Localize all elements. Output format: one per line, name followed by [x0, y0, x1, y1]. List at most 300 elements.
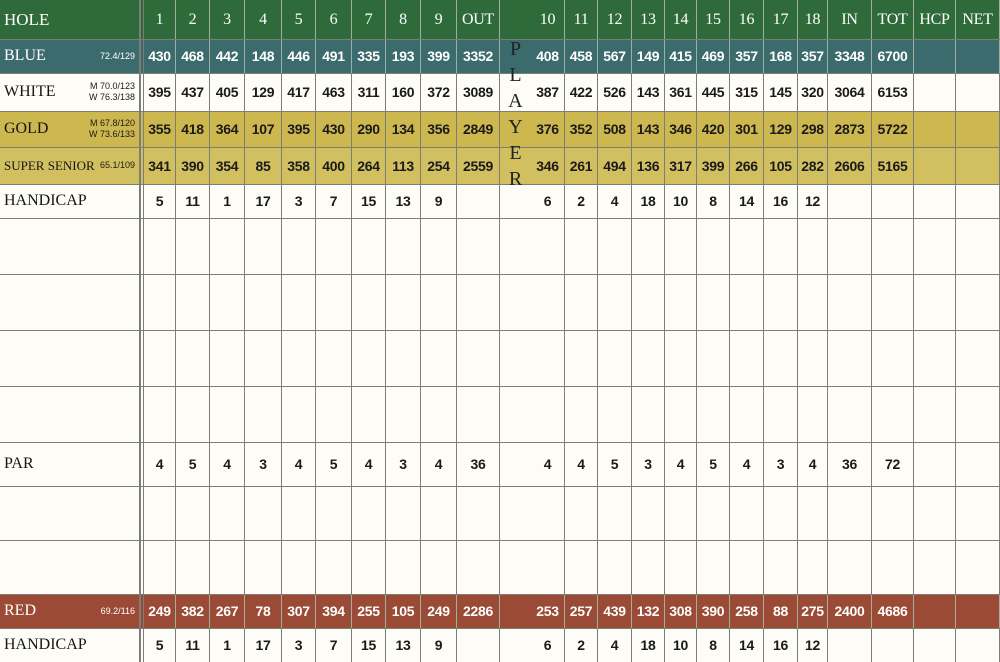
super_senior-front-7: 113 — [386, 147, 421, 184]
score-back-3[interactable] — [632, 274, 665, 330]
player-name-cell[interactable] — [0, 274, 140, 330]
red-back-8: 275 — [798, 594, 828, 628]
gold-back-6: 301 — [730, 111, 764, 147]
red-back-9: 2400 — [828, 594, 872, 628]
player-score-row — [0, 218, 1000, 274]
score-back-12[interactable] — [956, 386, 1000, 442]
row-label-cell — [0, 628, 140, 662]
red-back-4: 308 — [665, 594, 697, 628]
gold-back-5: 420 — [697, 111, 730, 147]
score-back-8[interactable] — [798, 274, 828, 330]
blue-front-0: 430 — [144, 39, 176, 73]
score-back-8[interactable] — [798, 218, 828, 274]
score-front-8[interactable] — [421, 486, 457, 540]
handicap-bottom-front-2: 1 — [210, 628, 245, 662]
row-label-cell — [0, 111, 140, 147]
par-back-11 — [914, 442, 956, 486]
rating-line: M 70.0/123 — [89, 81, 135, 91]
par-back-2: 5 — [598, 442, 632, 486]
par-front-3: 3 — [245, 442, 282, 486]
handicap-bottom-back-5: 8 — [697, 628, 730, 662]
score-front-9[interactable] — [457, 330, 500, 386]
score-front-2[interactable] — [210, 330, 245, 386]
score-back-2[interactable] — [598, 274, 632, 330]
score-front-5[interactable] — [316, 540, 352, 594]
super_senior-front-0: 341 — [144, 147, 176, 184]
par-back-7: 3 — [764, 442, 798, 486]
grid-line — [0, 594, 1000, 595]
score-back-6[interactable] — [730, 386, 764, 442]
course-rating-slope — [89, 73, 135, 111]
handicap-bottom-back-10 — [872, 628, 914, 662]
handicap-bottom-back-7: 16 — [764, 628, 798, 662]
score-back-3[interactable] — [632, 386, 665, 442]
par-back-9: 36 — [828, 442, 872, 486]
score-back-0[interactable] — [531, 274, 565, 330]
white-back-12 — [956, 73, 1000, 111]
row-label: BLUE — [4, 47, 46, 64]
red-front-0: 249 — [144, 594, 176, 628]
score-back-5[interactable] — [697, 218, 730, 274]
grid-line — [0, 628, 1000, 629]
par-back-1: 4 — [565, 442, 598, 486]
player-name-cell[interactable] — [0, 540, 140, 594]
hole-number-back-9: IN — [828, 0, 872, 39]
rating-line: 65.1/109 — [99, 160, 135, 170]
score-front-8[interactable] — [421, 218, 457, 274]
blue-front-9: 3352 — [457, 39, 500, 73]
handicap_1-front-0: 5 — [144, 184, 176, 218]
score-front-1[interactable] — [176, 386, 210, 442]
white-front-9: 3089 — [457, 73, 500, 111]
course-rating-slope — [100, 39, 135, 73]
hole-number-front-1: 2 — [176, 0, 210, 39]
score-back-9[interactable] — [828, 330, 872, 386]
row-label-cell — [0, 184, 140, 218]
super_senior-back-12 — [956, 147, 1000, 184]
white-back-11 — [914, 73, 956, 111]
white-front-1: 437 — [176, 73, 210, 111]
score-back-6[interactable] — [730, 330, 764, 386]
white-back-1: 422 — [565, 73, 598, 111]
white-back-8: 320 — [798, 73, 828, 111]
handicap-bottom-front-7: 13 — [386, 628, 421, 662]
score-front-8[interactable] — [421, 540, 457, 594]
gold-front-2: 364 — [210, 111, 245, 147]
blue-front-7: 193 — [386, 39, 421, 73]
blue-back-7: 168 — [764, 39, 798, 73]
score-front-4[interactable] — [282, 218, 316, 274]
rating-line: M 67.8/120 — [89, 118, 135, 128]
score-front-6[interactable] — [352, 330, 386, 386]
score-back-1[interactable] — [565, 386, 598, 442]
hole-number-back-1: 11 — [565, 0, 598, 39]
score-back-4[interactable] — [665, 540, 697, 594]
player-letter: E — [509, 142, 522, 164]
score-front-9[interactable] — [457, 486, 500, 540]
score-front-3[interactable] — [245, 274, 282, 330]
score-front-3[interactable] — [245, 218, 282, 274]
score-back-1[interactable] — [565, 218, 598, 274]
score-back-1[interactable] — [565, 274, 598, 330]
score-front-7[interactable] — [386, 330, 421, 386]
score-back-11[interactable] — [914, 330, 956, 386]
grid-line — [0, 218, 1000, 219]
handicap_1-row — [0, 184, 1000, 218]
score-back-10[interactable] — [872, 386, 914, 442]
score-front-6[interactable] — [352, 386, 386, 442]
gold-front-9: 2849 — [457, 111, 500, 147]
row-label-cell — [0, 147, 140, 184]
score-back-9[interactable] — [828, 540, 872, 594]
score-back-11[interactable] — [914, 486, 956, 540]
score-front-9[interactable] — [457, 386, 500, 442]
score-back-10[interactable] — [872, 486, 914, 540]
score-front-3[interactable] — [245, 386, 282, 442]
score-back-2[interactable] — [598, 218, 632, 274]
score-front-0[interactable] — [144, 218, 176, 274]
handicap-bottom-back-3: 18 — [632, 628, 665, 662]
score-back-6[interactable] — [730, 218, 764, 274]
handicap-bottom-front-6: 15 — [352, 628, 386, 662]
score-back-0[interactable] — [531, 218, 565, 274]
par-back-5: 5 — [697, 442, 730, 486]
score-back-8[interactable] — [798, 540, 828, 594]
score-back-2[interactable] — [598, 486, 632, 540]
par-front-5: 5 — [316, 442, 352, 486]
grid-line — [0, 330, 1000, 331]
score-front-4[interactable] — [282, 274, 316, 330]
score-front-5[interactable] — [316, 486, 352, 540]
handicap-bottom-back-4: 10 — [665, 628, 697, 662]
gold-back-9: 2873 — [828, 111, 872, 147]
blue-back-0: 408 — [531, 39, 565, 73]
handicap_1-back-2: 4 — [598, 184, 632, 218]
handicap_1-back-0: 6 — [531, 184, 565, 218]
score-back-4[interactable] — [665, 274, 697, 330]
score-back-3[interactable] — [632, 486, 665, 540]
score-front-2[interactable] — [210, 218, 245, 274]
player-score-row — [0, 274, 1000, 330]
rating-line: W 73.6/133 — [88, 129, 135, 139]
score-back-6[interactable] — [730, 486, 764, 540]
score-front-2[interactable] — [210, 486, 245, 540]
score-front-3[interactable] — [245, 486, 282, 540]
hole-number-back-8: 18 — [798, 0, 828, 39]
row-label: PAR — [4, 455, 34, 472]
score-back-12[interactable] — [956, 330, 1000, 386]
score-front-1[interactable] — [176, 218, 210, 274]
score-front-6[interactable] — [352, 274, 386, 330]
score-front-6[interactable] — [352, 540, 386, 594]
player-vertical-label — [500, 39, 531, 189]
score-front-0[interactable] — [144, 540, 176, 594]
gold-back-12 — [956, 111, 1000, 147]
hole-number-front-2: 3 — [210, 0, 245, 39]
handicap_1-back-6: 14 — [730, 184, 764, 218]
par-front-0: 4 — [144, 442, 176, 486]
red-back-11 — [914, 594, 956, 628]
red-back-6: 258 — [730, 594, 764, 628]
score-front-9[interactable] — [457, 540, 500, 594]
score-front-1[interactable] — [176, 274, 210, 330]
handicap_1-back-3: 18 — [632, 184, 665, 218]
score-front-7[interactable] — [386, 486, 421, 540]
score-back-8[interactable] — [798, 386, 828, 442]
score-front-6[interactable] — [352, 218, 386, 274]
score-back-9[interactable] — [828, 218, 872, 274]
white-front-5: 463 — [316, 73, 352, 111]
handicap-bottom-back-0: 6 — [531, 628, 565, 662]
score-front-3[interactable] — [245, 330, 282, 386]
score-front-1[interactable] — [176, 330, 210, 386]
score-back-0[interactable] — [531, 540, 565, 594]
score-front-2[interactable] — [210, 274, 245, 330]
hole-number-front-7: 8 — [386, 0, 421, 39]
score-back-11[interactable] — [914, 218, 956, 274]
gold-back-8: 298 — [798, 111, 828, 147]
score-back-2[interactable] — [598, 540, 632, 594]
row-label: GOLD — [4, 120, 49, 137]
score-back-0[interactable] — [531, 486, 565, 540]
score-back-4[interactable] — [665, 486, 697, 540]
par-back-10: 72 — [872, 442, 914, 486]
score-front-2[interactable] — [210, 386, 245, 442]
super_senior-back-8: 282 — [798, 147, 828, 184]
red-back-7: 88 — [764, 594, 798, 628]
par-back-6: 4 — [730, 442, 764, 486]
gold-front-7: 134 — [386, 111, 421, 147]
handicap-bottom-front-0: 5 — [144, 628, 176, 662]
score-front-1[interactable] — [176, 486, 210, 540]
row-label: HANDICAP — [4, 636, 87, 653]
score-front-8[interactable] — [421, 274, 457, 330]
super_senior-back-11 — [914, 147, 956, 184]
player-name-cell[interactable] — [0, 386, 140, 442]
score-front-4[interactable] — [282, 386, 316, 442]
score-back-1[interactable] — [565, 486, 598, 540]
score-back-8[interactable] — [798, 330, 828, 386]
hole-number-back-3: 13 — [632, 0, 665, 39]
blue-front-4: 446 — [282, 39, 316, 73]
score-back-10[interactable] — [872, 274, 914, 330]
score-back-5[interactable] — [697, 330, 730, 386]
score-back-9[interactable] — [828, 274, 872, 330]
score-back-3[interactable] — [632, 330, 665, 386]
score-front-9[interactable] — [457, 218, 500, 274]
handicap_1-back-7: 16 — [764, 184, 798, 218]
super_senior-back-7: 105 — [764, 147, 798, 184]
white-back-2: 526 — [598, 73, 632, 111]
gold-back-0: 376 — [531, 111, 565, 147]
player-name-cell[interactable] — [0, 218, 140, 274]
score-front-4[interactable] — [282, 540, 316, 594]
score-back-7[interactable] — [764, 486, 798, 540]
score-front-0[interactable] — [144, 330, 176, 386]
score-front-7[interactable] — [386, 386, 421, 442]
score-front-0[interactable] — [144, 486, 176, 540]
row-label: WHITE — [4, 83, 56, 100]
score-front-6[interactable] — [352, 486, 386, 540]
score-back-2[interactable] — [598, 386, 632, 442]
gold-front-0: 355 — [144, 111, 176, 147]
blue-back-12 — [956, 39, 1000, 73]
handicap-bottom-back-2: 4 — [598, 628, 632, 662]
score-back-11[interactable] — [914, 386, 956, 442]
white-back-10: 6153 — [872, 73, 914, 111]
hole-number-back-10: TOT — [872, 0, 914, 39]
score-back-1[interactable] — [565, 540, 598, 594]
handicap-bottom-front-9 — [457, 628, 500, 662]
blue-front-5: 491 — [316, 39, 352, 73]
hole-number-back-5: 15 — [697, 0, 730, 39]
score-back-6[interactable] — [730, 274, 764, 330]
score-back-0[interactable] — [531, 386, 565, 442]
blue-back-11 — [914, 39, 956, 73]
blue-front-6: 335 — [352, 39, 386, 73]
player-letter: A — [508, 90, 523, 112]
score-front-7[interactable] — [386, 218, 421, 274]
white-back-5: 445 — [697, 73, 730, 111]
score-back-12[interactable] — [956, 274, 1000, 330]
score-front-9[interactable] — [457, 274, 500, 330]
white-front-3: 129 — [245, 73, 282, 111]
super_senior-front-3: 85 — [245, 147, 282, 184]
score-back-3[interactable] — [632, 218, 665, 274]
player-letter: R — [508, 168, 523, 190]
score-back-9[interactable] — [828, 386, 872, 442]
white-front-7: 160 — [386, 73, 421, 111]
super_senior-front-4: 358 — [282, 147, 316, 184]
hole-number-front-9: OUT — [457, 0, 500, 39]
score-front-1[interactable] — [176, 540, 210, 594]
score-back-4[interactable] — [665, 218, 697, 274]
blue-back-5: 469 — [697, 39, 730, 73]
score-front-5[interactable] — [316, 386, 352, 442]
white-back-3: 143 — [632, 73, 665, 111]
handicap_1-front-9 — [457, 184, 500, 218]
score-back-7[interactable] — [764, 540, 798, 594]
score-back-5[interactable] — [697, 486, 730, 540]
score-back-11[interactable] — [914, 540, 956, 594]
score-back-7[interactable] — [764, 218, 798, 274]
score-back-8[interactable] — [798, 486, 828, 540]
gold-front-5: 430 — [316, 111, 352, 147]
score-front-5[interactable] — [316, 330, 352, 386]
super_senior-back-9: 2606 — [828, 147, 872, 184]
par-front-1: 5 — [176, 442, 210, 486]
score-front-3[interactable] — [245, 540, 282, 594]
score-front-5[interactable] — [316, 218, 352, 274]
score-front-2[interactable] — [210, 540, 245, 594]
super_senior-back-2: 494 — [598, 147, 632, 184]
score-back-1[interactable] — [565, 330, 598, 386]
score-back-12[interactable] — [956, 486, 1000, 540]
score-back-10[interactable] — [872, 218, 914, 274]
score-front-7[interactable] — [386, 540, 421, 594]
white-back-4: 361 — [665, 73, 697, 111]
score-front-4[interactable] — [282, 330, 316, 386]
handicap_1-front-5: 7 — [316, 184, 352, 218]
score-front-4[interactable] — [282, 486, 316, 540]
player-letter: P — [509, 38, 522, 60]
red-back-5: 390 — [697, 594, 730, 628]
super_senior-back-6: 266 — [730, 147, 764, 184]
score-front-8[interactable] — [421, 330, 457, 386]
score-back-6[interactable] — [730, 540, 764, 594]
score-back-11[interactable] — [914, 274, 956, 330]
handicap_1-back-1: 2 — [565, 184, 598, 218]
super_senior-front-2: 354 — [210, 147, 245, 184]
red-front-4: 307 — [282, 594, 316, 628]
player-name-cell[interactable] — [0, 330, 140, 386]
score-back-12[interactable] — [956, 540, 1000, 594]
hole-number-back-4: 14 — [665, 0, 697, 39]
hole-number-back-11: HCP — [914, 0, 956, 39]
score-front-5[interactable] — [316, 274, 352, 330]
handicap_1-front-4: 3 — [282, 184, 316, 218]
score-back-12[interactable] — [956, 218, 1000, 274]
score-back-7[interactable] — [764, 330, 798, 386]
par-back-12 — [956, 442, 1000, 486]
red-front-9: 2286 — [457, 594, 500, 628]
score-back-7[interactable] — [764, 386, 798, 442]
score-back-9[interactable] — [828, 486, 872, 540]
score-back-2[interactable] — [598, 330, 632, 386]
red-back-2: 439 — [598, 594, 632, 628]
score-back-3[interactable] — [632, 540, 665, 594]
hole-number-back-2: 12 — [598, 0, 632, 39]
gold-front-8: 356 — [421, 111, 457, 147]
hole-label: HOLE — [4, 9, 50, 29]
row-label-cell — [0, 442, 140, 486]
gold-front-1: 418 — [176, 111, 210, 147]
par-back-8: 4 — [798, 442, 828, 486]
row-label-cell — [0, 594, 140, 628]
par-front-4: 4 — [282, 442, 316, 486]
super_senior-back-0: 346 — [531, 147, 565, 184]
handicap_1-back-12 — [956, 184, 1000, 218]
par-front-6: 4 — [352, 442, 386, 486]
player-name-cell[interactable] — [0, 486, 140, 540]
score-front-7[interactable] — [386, 274, 421, 330]
red-row — [0, 594, 1000, 628]
handicap-bottom-back-11 — [914, 628, 956, 662]
score-back-4[interactable] — [665, 330, 697, 386]
score-front-8[interactable] — [421, 386, 457, 442]
handicap-bottom-back-12 — [956, 628, 1000, 662]
score-front-0[interactable] — [144, 274, 176, 330]
score-back-10[interactable] — [872, 330, 914, 386]
score-back-7[interactable] — [764, 274, 798, 330]
score-front-0[interactable] — [144, 386, 176, 442]
player-letter: Y — [508, 116, 523, 138]
score-back-5[interactable] — [697, 274, 730, 330]
gold-back-7: 129 — [764, 111, 798, 147]
score-back-5[interactable] — [697, 540, 730, 594]
super_senior-front-5: 400 — [316, 147, 352, 184]
white-front-0: 395 — [144, 73, 176, 111]
score-back-4[interactable] — [665, 386, 697, 442]
handicap-bottom-front-1: 11 — [176, 628, 210, 662]
score-back-0[interactable] — [531, 330, 565, 386]
score-back-10[interactable] — [872, 540, 914, 594]
handicap_1-front-6: 15 — [352, 184, 386, 218]
white-front-2: 405 — [210, 73, 245, 111]
handicap-bottom-row — [0, 628, 1000, 662]
score-back-5[interactable] — [697, 386, 730, 442]
white-front-4: 417 — [282, 73, 316, 111]
